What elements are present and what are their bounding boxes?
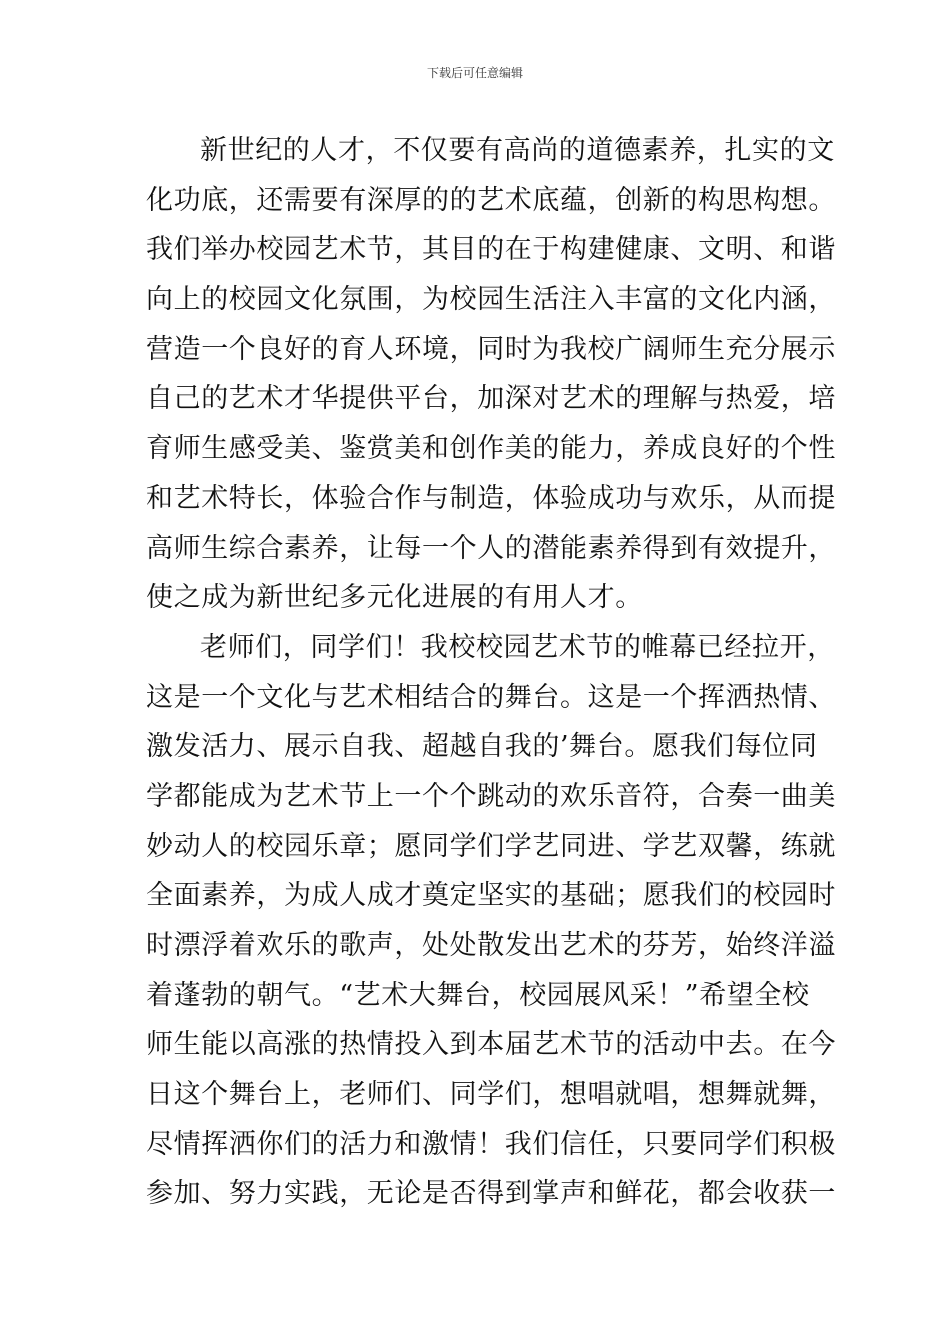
paragraph-line: 自己的艺术才华提供平台，加深对艺术的理解与热爱，培 — [146, 383, 836, 415]
paragraph-line: 使之成为新世纪多元化进展的有用人才。 — [146, 582, 643, 614]
paragraph-line: 尽情挥洒你们的活力和激情！我们信任，只要同学们积极 — [146, 1128, 836, 1160]
paragraph-line: 学都能成为艺术节上一个个跳动的欢乐音符，合奏一曲美 — [146, 780, 836, 812]
paragraph-line: 营造一个良好的育人环境，同时为我校广阔师生充分展示 — [146, 333, 836, 365]
paragraph-line: 高师生综合素养，让每一个人的潜能素养得到有效提升， — [146, 532, 836, 564]
paragraph-line: 参加、努力实践，无论是否得到掌声和鲜花，都会收获一 — [146, 1178, 836, 1210]
paragraph-line: 时漂浮着欢乐的歌声，处处散发出艺术的芬芳，始终洋溢 — [146, 930, 836, 961]
paragraph-line: 激发活力、展示自我、超越自我的’舞台。愿我们每位同 — [146, 731, 818, 763]
paragraph-line: 化功底，还需要有深厚的的艺术底蕴，创新的构思构想。 — [146, 184, 836, 216]
paragraph-line: 妙动人的校园乐章；愿同学们学艺同进、学艺双馨，练就 — [146, 830, 836, 862]
header-note: 下载后可任意编辑 — [426, 66, 523, 80]
paragraph-line: 日这个舞台上，老师们、同学们，想唱就唱，想舞就舞， — [146, 1079, 836, 1111]
paragraph-line: 育师生感受美、鉴赏美和创作美的能力，养成良好的个性 — [146, 433, 836, 465]
paragraph-line: 全面素养，为成人成才奠定坚实的基础；愿我们的校园时 — [146, 880, 836, 912]
paragraph-line: 新世纪的人才，不仅要有高尚的道德素养，扎实的文 — [200, 135, 835, 166]
paragraph-line: 着蓬勃的朝气。“艺术大舞台，校园展风采！”希望全校 — [146, 979, 810, 1011]
paragraph-line: 和艺术特长，体验合作与制造，体验成功与欢乐，从而提 — [146, 482, 836, 514]
paragraph-line: 向上的校园文化氛围，为校园生活注入丰富的文化内涵， — [146, 284, 836, 316]
paragraph-line: 这是一个文化与艺术相结合的舞台。这是一个挥洒热情、 — [146, 681, 836, 713]
paragraph-line: 老师们，同学们！我校校园艺术节的帷幕已经拉开， — [200, 631, 835, 663]
paragraph-line: 我们举办校园艺术节，其目的在于构建健康、文明、和谐 — [146, 234, 836, 266]
document-body — [146, 126, 836, 1219]
paragraph-line: 师生能以高涨的热情投入到本届艺术节的活动中去。在今 — [146, 1029, 836, 1061]
